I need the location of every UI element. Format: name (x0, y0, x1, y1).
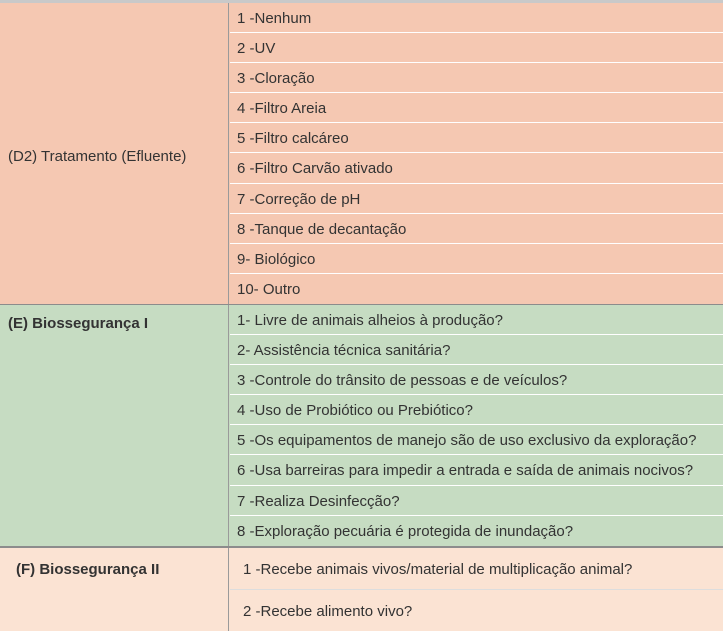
group-label: (E) Biossegurança I (8, 315, 149, 332)
question-item[interactable]: 3 -Controle do trânsito de pessoas e de veículos? (230, 365, 723, 395)
options-list (230, 3, 723, 304)
group-e-biosseguranca-i (0, 305, 723, 546)
group-label-cell (0, 3, 229, 304)
questions-list (230, 305, 723, 546)
question-item[interactable]: 2- Assistência técnica sanitária? (230, 335, 723, 365)
option-item[interactable]: 3 -Cloração (230, 63, 723, 93)
question-item[interactable]: 6 -Usa barreiras para impedir a entrada e saída de animais nocivos? (230, 455, 723, 485)
question-item[interactable]: 4 -Uso de Probiótico ou Prebiótico? (230, 395, 723, 425)
question-item[interactable]: 1 -Recebe animais vivos/material de multiplicação animal? (230, 548, 723, 590)
group-f-biosseguranca-ii (0, 548, 723, 631)
option-item[interactable]: 5 -Filtro calcáreo (230, 123, 723, 153)
option-item[interactable]: 10- Outro (237, 280, 301, 298)
group-d2-tratamento-efluente (0, 3, 723, 304)
option-item[interactable]: 1 -Nenhum (230, 3, 723, 33)
option-item[interactable]: 2 -UV (230, 33, 723, 63)
question-item[interactable]: 5 -Os equipamentos de manejo são de uso exclusivo da exploração? (230, 425, 723, 455)
question-item[interactable]: 2 -Recebe alimento vivo? (243, 602, 413, 620)
option-item[interactable]: 6 -Filtro Carvão ativado (230, 153, 723, 183)
group-label: (F) Biossegurança II (16, 561, 160, 578)
option-item[interactable]: 4 -Filtro Areia (230, 93, 723, 123)
option-item[interactable]: 8 -Tanque de decantação (230, 214, 723, 244)
option-item[interactable]: 9- Biológico (230, 244, 723, 274)
option-item[interactable]: 7 -Correção de pH (230, 184, 723, 214)
question-item[interactable]: 8 -Exploração pecuária é protegida de inundação? (237, 522, 574, 540)
question-item[interactable]: 7 -Realiza Desinfecção? (230, 486, 723, 516)
question-item[interactable]: 1- Livre de animais alheios à produção? (230, 305, 723, 335)
group-label-cell (0, 305, 229, 546)
group-label: (D2) Tratamento (Efluente) (8, 148, 187, 165)
questions-list (230, 548, 723, 631)
group-label-cell (0, 548, 229, 631)
